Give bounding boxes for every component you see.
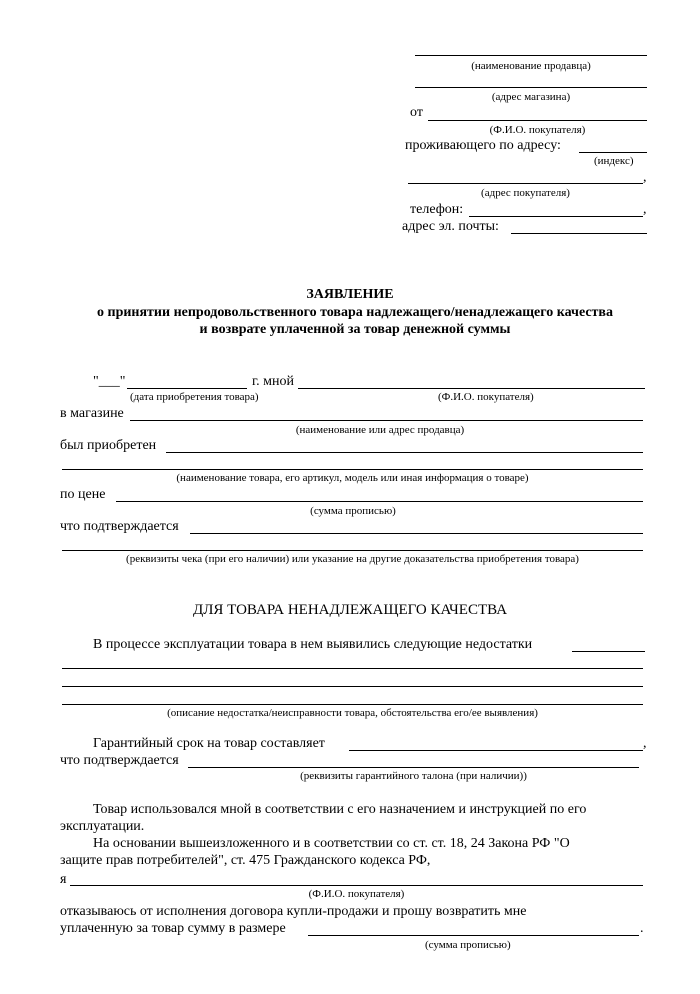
warranty-confirmed-label: что подтверждается [60,753,179,768]
buyer-name-caption: (Ф.И.О. покупателя) [489,124,586,136]
in-store-label: в магазине [60,406,124,421]
sum-caption: (сумма прописью) [310,505,396,517]
refuse-line-2: уплаченную за товар сумму в размере [60,921,286,936]
purchased-line[interactable] [166,452,643,453]
refund-period: . [640,921,644,936]
warranty-caption: (реквизиты гарантийного талона (при наличии)) [300,770,527,782]
warranty-line[interactable] [349,750,643,751]
seller-name-caption: (наименование продавца) [471,60,591,72]
residing-label: проживающего по адресу: [405,138,561,153]
document-title: ЗАЯВЛЕНИЕ [306,287,394,302]
price-line[interactable] [116,501,643,502]
phone-comma: , [643,202,647,217]
buyer-name-line[interactable] [428,120,647,121]
section2-heading: ДЛЯ ТОВАРА НЕНАДЛЕЖАЩЕГО КАЧЕСТВА [192,602,508,618]
document-subtitle-line2: и возврате уплаченной за товар денежной суммы [199,322,511,337]
phone-label: телефон: [410,202,464,217]
final-buyer-line[interactable] [70,885,643,886]
email-label: адрес эл. почты: [402,219,499,234]
refuse-line-1: отказываюсь от исполнения договора купли-продажи и прошу возвратить мне [60,904,527,919]
from-label: от [410,105,423,120]
defects-line-1[interactable] [572,651,645,652]
store-address-line[interactable] [415,87,647,88]
final-buyer-caption: (Ф.И.О. покупателя) [308,888,405,900]
store-address-caption: (адрес магазина) [491,91,571,103]
warranty-comma: , [643,736,647,751]
refund-sum-line[interactable] [308,935,639,936]
basis-line-1: На основании вышеизложенного и в соответствии со ст. ст. 18, 24 Закона РФ "О [93,836,570,851]
price-label: по цене [60,487,106,502]
confirmed-label: что подтверждается [60,519,179,534]
warranty-confirmed-line[interactable] [188,767,639,768]
document-subtitle-line1: о принятии непродовольственного товара надлежащего/ненадлежащего качества [97,305,613,320]
confirmed-line[interactable] [190,533,643,534]
usage-line-2: эксплуатации. [60,819,145,834]
buyer-fio-line[interactable] [298,388,645,389]
warranty-text: Гарантийный срок на товар составляет [93,736,325,751]
defects-text: В процессе эксплуатации товара в нем выявились следующие недостатки [93,637,533,652]
defects-line-3[interactable] [62,686,643,687]
date-quotes: "___" [93,374,126,389]
index-line[interactable] [579,152,647,153]
purchase-date-caption: (дата приобретения товара) [130,391,259,403]
buyer-address-comma: , [643,170,647,185]
email-line[interactable] [511,233,647,234]
defects-caption: (описание недостатка/неисправности товара, обстоятельства его/ее выявления) [167,707,538,719]
city-me-label: г. мной [252,374,295,389]
receipt-line[interactable] [62,550,643,551]
buyer-address-caption: (адрес покупателя) [481,187,570,199]
seller-caption: (наименование или адрес продавца) [295,424,465,436]
phone-line[interactable] [469,216,643,217]
purchased-label: был приобретен [60,438,157,453]
buyer-address-line[interactable] [408,183,643,184]
basis-line-2: защите прав потребителей", ст. 475 Гражданского кодекса РФ, [60,853,431,868]
usage-line-1: Товар использовался мной в соответствии с его назначением и инструкцией по его [93,802,587,817]
defects-line-2[interactable] [62,668,643,669]
goods-line[interactable] [62,469,643,470]
buyer-fio-caption: (Ф.И.О. покупателя) [438,391,534,403]
goods-caption: (наименование товара, его артикул, модель или иная информация о товаре) [176,472,529,484]
index-caption: (индекс) [594,155,634,167]
receipt-caption: (реквизиты чека (при его наличии) или указание на другие доказательства приобретения товара) [126,553,579,565]
purchase-date-line[interactable] [127,388,247,389]
i-label: я [60,872,67,887]
defects-line-4[interactable] [62,704,643,705]
refund-sum-caption: (сумма прописью) [425,939,511,951]
seller-name-line[interactable] [415,55,647,56]
store-line[interactable] [130,420,643,421]
